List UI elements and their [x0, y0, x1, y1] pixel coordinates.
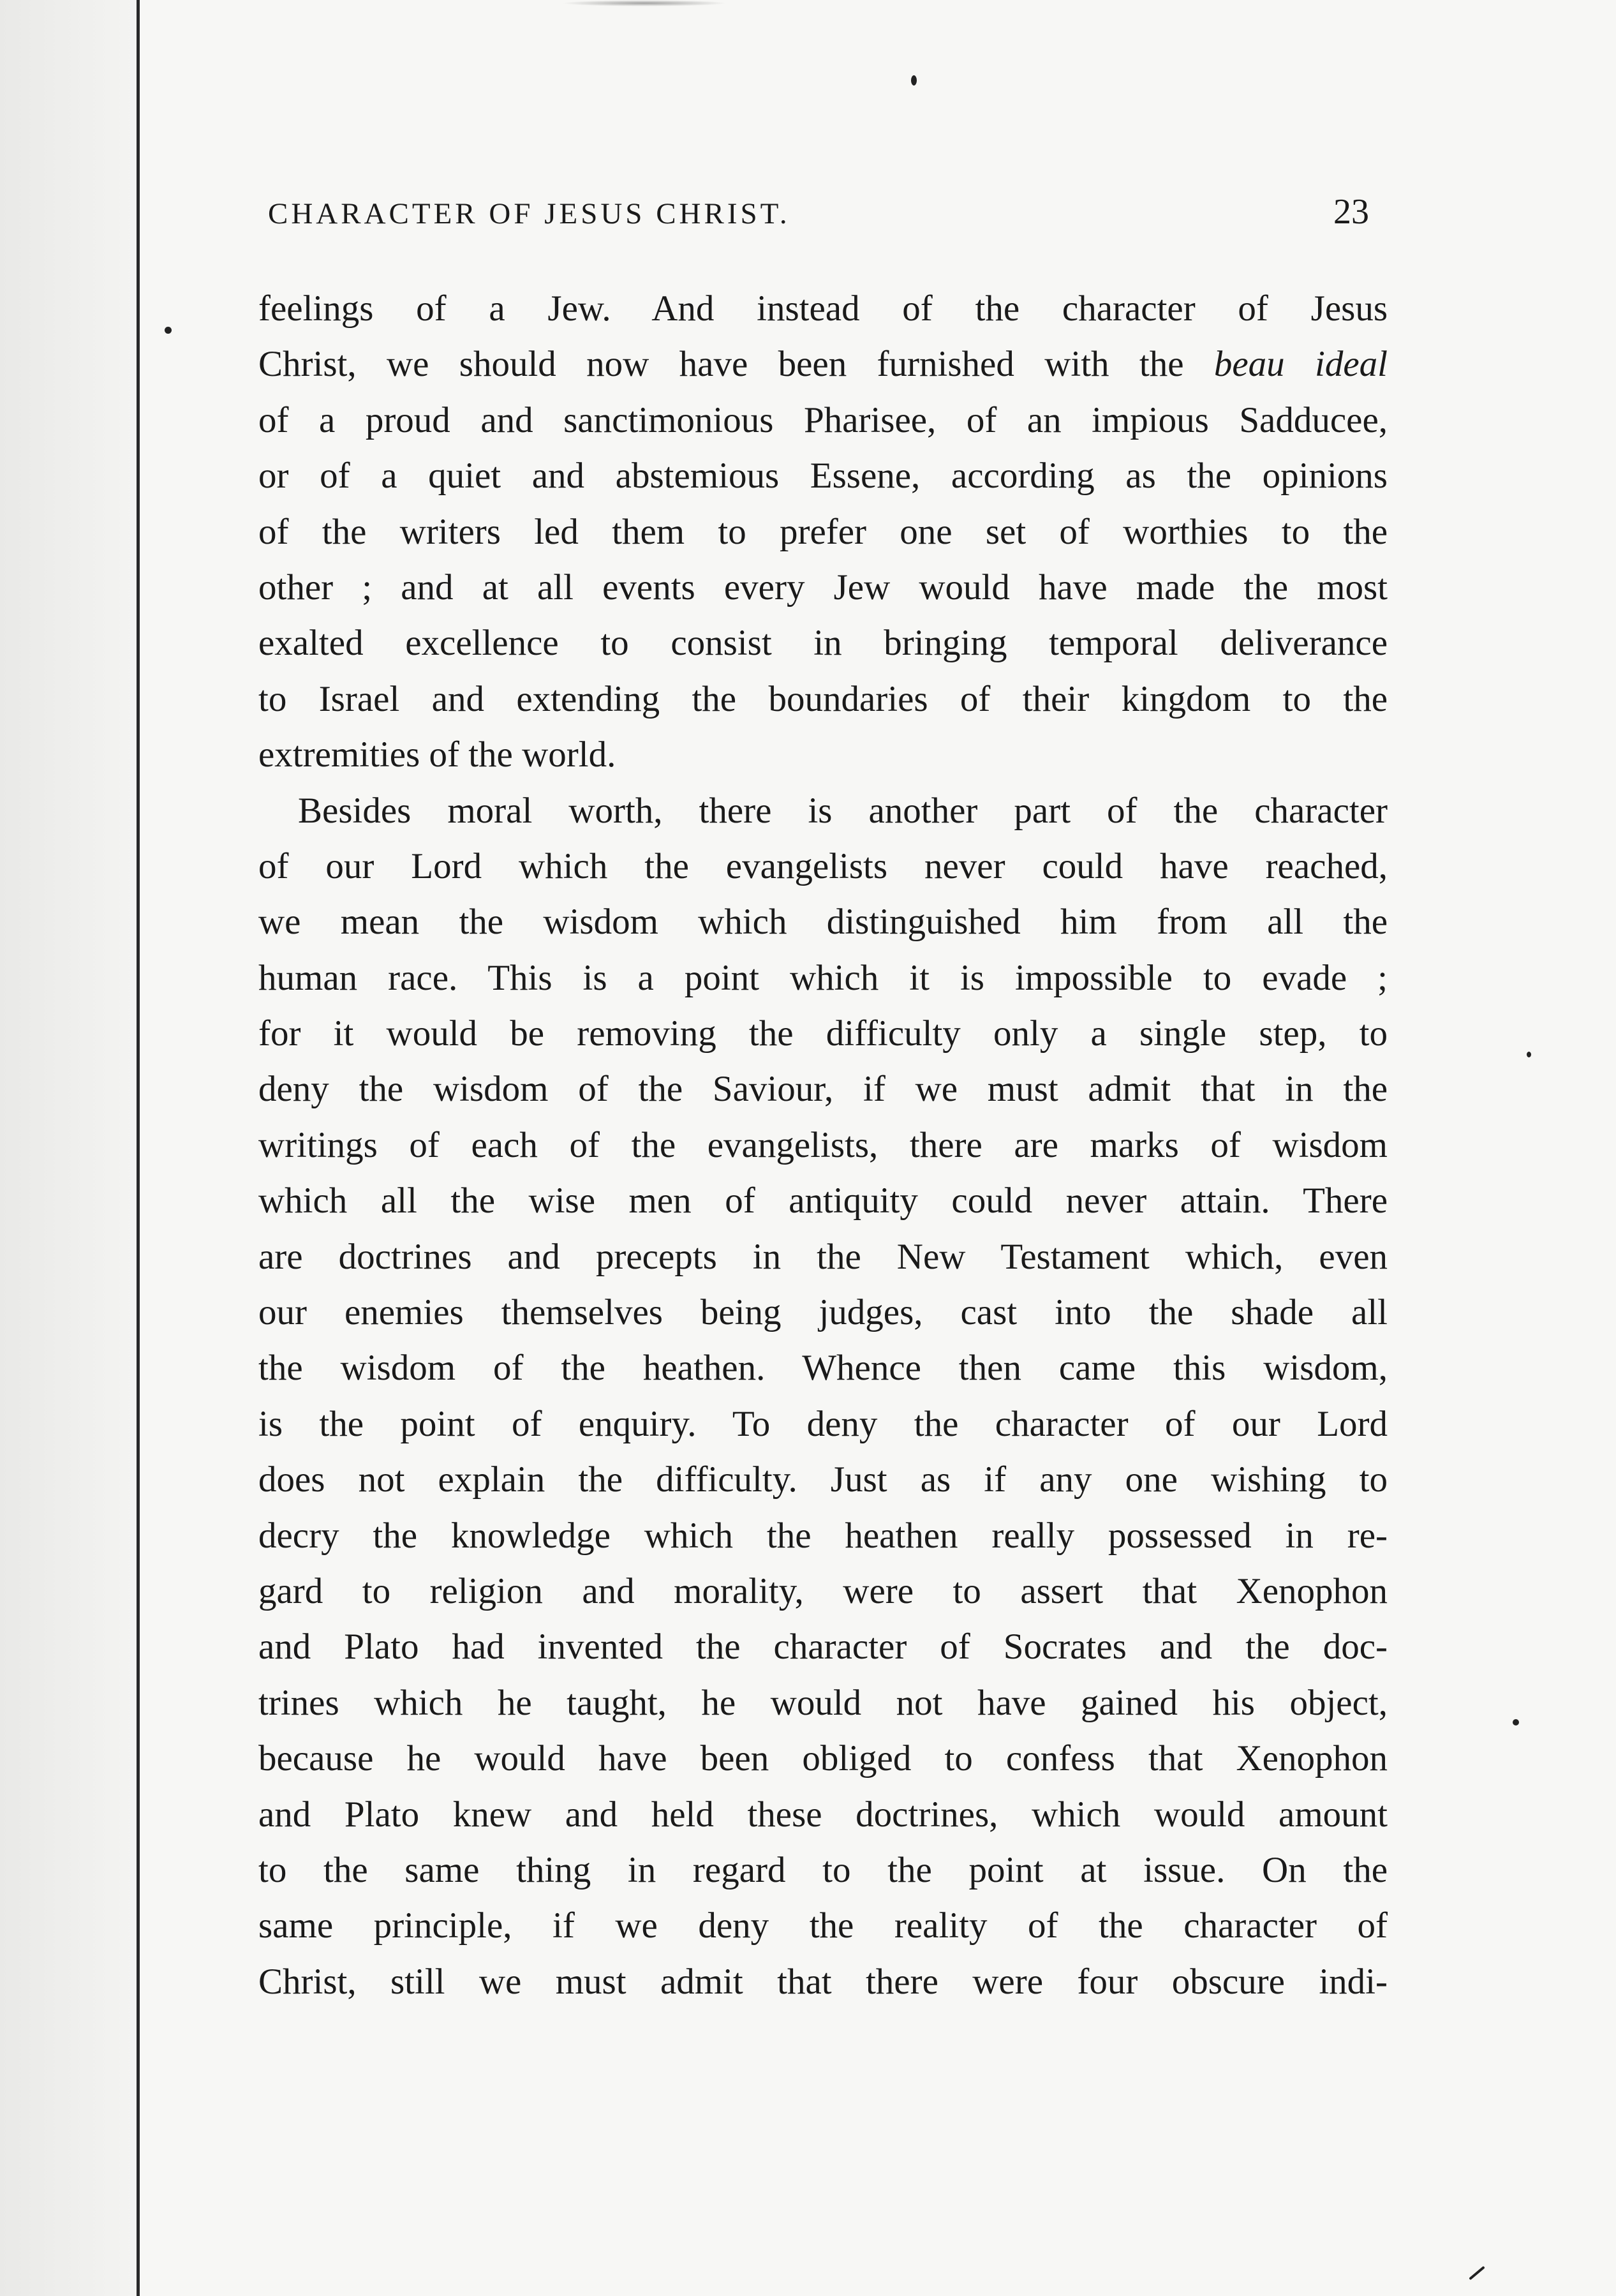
text-line: we mean the wisdom which distinguished him from all the: [258, 902, 1388, 943]
text-line: of our Lord which the evangelists never could have reached,: [258, 846, 1388, 886]
text-line: extremities of the world.: [258, 734, 616, 775]
text-line: human race. This is a point which it is impossible to evade ;: [258, 957, 1388, 998]
top-smudge: [561, 0, 727, 6]
text-line: Christ, we should now have been furnished with the beau ideal: [258, 344, 1388, 385]
page-edge-line: [137, 0, 140, 2296]
ink-speck: [165, 327, 172, 334]
text-line: of a proud and sanctimonious Pharisee, of an impious Sadducee,: [258, 399, 1388, 440]
text-line: which all the wise men of antiquity could never attain. There: [258, 1181, 1388, 1221]
text-line: our enemies themselves being judges, cast into the shade all: [258, 1292, 1388, 1333]
text-line: to Israel and extending the boundaries of their kingdom to the: [258, 678, 1388, 719]
text-line: decry the knowledge which the heathen really possessed in re-: [258, 1515, 1388, 1556]
text-line: does not explain the difficulty. Just as if any one wishing to: [258, 1459, 1388, 1500]
text-line: exalted excellence to consist in bringing temporal deliverance: [258, 623, 1388, 664]
ink-speck: [911, 75, 917, 86]
text-line: or of a quiet and abstemious Essene, according as the opinions: [258, 456, 1388, 496]
text-line: Christ, still we must admit that there were four obscure indi-: [258, 1961, 1388, 2002]
text-line: are doctrines and precepts in the New Testament which, even: [258, 1236, 1388, 1277]
text-line: of the writers led them to prefer one set of worthies to the: [258, 511, 1388, 552]
text-line: and Plato knew and held these doctrines, which would amount: [258, 1794, 1388, 1835]
text-line: because he would have been obliged to confess that Xenophon: [258, 1738, 1388, 1779]
ink-speck: [1513, 1719, 1519, 1726]
ink-speck: [1469, 2266, 1485, 2280]
running-head: CHARACTER OF JESUS CHRIST.: [268, 197, 790, 230]
ink-speck: [1527, 1052, 1531, 1057]
text-line: for it would be removing the difficulty only a single step, to: [258, 1013, 1388, 1054]
text-line: deny the wisdom of the Saviour, if we must admit that in the: [258, 1069, 1388, 1110]
text-line: the wisdom of the heathen. Whence then came this wisdom,: [258, 1348, 1388, 1389]
text-line: same principle, if we deny the reality of the character of: [258, 1905, 1388, 1946]
text-line: feelings of a Jew. And instead of the character of Jesus: [258, 288, 1388, 329]
paragraph-first-line: Besides moral worth, there is another part of the character: [298, 790, 1388, 831]
page-number: 23: [1333, 192, 1369, 232]
text-line: trines which he taught, he would not have gained his object,: [258, 1682, 1388, 1723]
italic-phrase: beau ideal: [1213, 344, 1388, 385]
body-text: [258, 281, 1388, 2009]
text-line: is the point of enquiry. To deny the character of our Lord: [258, 1403, 1388, 1444]
text-line: to the same thing in regard to the point at issue. On the: [258, 1849, 1388, 1890]
text-line: and Plato had invented the character of Socrates and the doc-: [258, 1627, 1388, 1667]
text-line: writings of each of the evangelists, there are marks of wisdom: [258, 1124, 1388, 1165]
text-line: other ; and at all events every Jew would have made the most: [258, 567, 1388, 608]
page-margin-shadow: [0, 0, 137, 2296]
text-line: gard to religion and morality, were to assert that Xenophon: [258, 1570, 1388, 1611]
